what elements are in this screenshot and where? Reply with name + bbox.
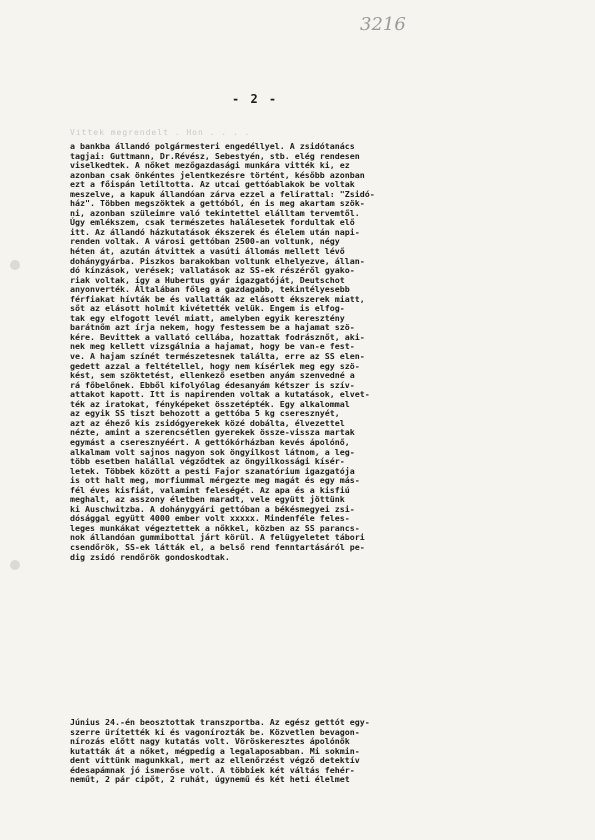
text-line: itt. Az állandó házkutatások ékszerek és élelem után napi- [70, 226, 360, 237]
text-line: egymást a cseresznyéért. A gettókórházban kevés ápolónő, [70, 436, 350, 447]
text-line: ve. A hajam színét természetesnek találta, erre az SS elen- [70, 351, 365, 362]
text-line: attakot kapott. Itt is napirenden voltak a kutatások, elvet- [70, 389, 370, 400]
text-line: több esetben halállal végződtek az öngyilkossági kísér- [70, 456, 345, 467]
punch-hole-mark [10, 560, 20, 570]
text-line: letek. Többek között a pesti Fajor szanatórium igazgatója [70, 465, 355, 476]
text-line: nok állandóan gummibottal járt körül. A felügyeletet tábori [70, 532, 365, 543]
text-line: kést, sem szöktetést, ellenkező esetben anyám szenvedné a [70, 370, 355, 381]
text-line: dohánygyárba. Piszkos barakokban voltunk elhelyezve, állan- [70, 255, 365, 266]
text-line: fél éves kisfiát, valamint feleségét. Az apa és a kisfiú [70, 484, 350, 495]
text-line: ték az iratokat, fényképeket összetépték. Egy alkalommal [70, 398, 350, 409]
text-line: szerre ürítették ki és vagonírozták be. Közvetlen bevagon- [70, 726, 360, 737]
text-line: dig zsidó rendőrök gondoskodtak. [70, 551, 230, 562]
text-line: alkalmam volt sajnos nagyon sok öngyilkost látnom, a leg- [70, 446, 355, 457]
paragraph-2 [70, 718, 540, 785]
text-line: tagjai: Guttmann, Dr.Révész, Sebestyén, stb. elég rendesen [70, 150, 360, 161]
text-line: dó kínzások, verések; vallatások az SS-ek részéről gyako- [70, 265, 355, 276]
text-line: a bankba állandó polgármesteri engedéllyel. A zsidótanács [70, 141, 355, 151]
text-line: Úgy emlékszem, csak természetes halálesetek fordultak elő [70, 217, 355, 228]
text-line: meghalt, az asszony életben maradt, vele együtt jöttünk [70, 494, 345, 505]
text-line: neműt, 2 pár cipőt, 2 ruhát, úgynemű és két heti élelmet [70, 774, 350, 785]
text-line: viselkedtek. A nőket mezőgazdasági munkára vitték ki, ez [70, 160, 350, 171]
text-line: barátnőm azt írja nekem, hogy festessem be a hajamat szö- [70, 322, 355, 333]
text-line: ház". Többen megszöktek a gettóból, én is meg akartam szök- [70, 198, 365, 209]
text-line: héten át, azután átvittek a vasúti állomás mellett lévő [70, 246, 345, 257]
text-line: is ott halt meg, morfiummal mérgezte meg magát és egy más- [70, 475, 360, 486]
text-line: azt az éhező kis zsidógyerekek közé dobálta, élvezettel [70, 417, 345, 428]
text-line: renden voltak. A városi gettóban 2500-an voltunk, négy [70, 236, 340, 247]
text-line: rá főbelőnek. Ebből kifolyólag édesanyám kétszer is szív- [70, 379, 355, 390]
text-line: kutatták át a nőket, mégpedig a legalaposabban. Mi sokmin- [70, 745, 360, 756]
text-line: ki Auschwitzba. A dohánygyári gettóban a békésmegyei zsi- [70, 503, 355, 514]
page-number: - 2 - [232, 92, 279, 106]
text-line: csendőrök, SS-ek látták el, a belső rend fenntartásáról pe- [70, 541, 365, 552]
text-line: férfiakat hívták be és vallatták az elásott ékszerek miatt, [70, 293, 365, 304]
text-line: Június 24.-én beosztottak transzportba. Az egész gettót egy- [70, 717, 370, 727]
handwritten-page-note: 3216 [360, 14, 406, 35]
text-line: gedett azzal a feltétellel, hogy nem kísérlek meg egy szö- [70, 360, 360, 371]
text-line: az egyik SS tiszt behozott a gettóba 5 kg cseresznyét, [70, 408, 340, 419]
text-line: azonban csak önkéntes jelentkezésre történt, később azonban [70, 169, 365, 180]
text-line: dent vittünk magunkkal, mert az ellenőrzést végző detektív [70, 755, 360, 766]
text-line: ni, azonban szüleimre való tekintettel elálltam tervemtől. [70, 207, 360, 218]
text-line: kére. Bevittek a vallató cellába, hozattak fodrásznőt, aki- [70, 331, 365, 342]
punch-hole-mark [10, 260, 20, 270]
text-line: dósággal együtt 4000 ember volt xxxxx. Mindenféle feles- [70, 513, 350, 524]
paragraph-1 [70, 142, 540, 562]
text-line: meszelve, a kapuk állandóan zárva ezzel a felirattal: "Zsidó- [70, 188, 375, 199]
text-line: nézte, amint a szerencsétlen gyerekek össze-vissza martak [70, 427, 355, 438]
text-line: nírozás előtt nagy kutatás volt. Vöröskeresztes ápolónők [70, 736, 350, 747]
text-line: tak egy elfogott levél miatt, amelyben egyik keresztény [70, 312, 345, 323]
text-line: sőt az elásott holmit kivétették velük. Engem is elfog- [70, 303, 345, 314]
text-line: nek meg kellett vizsgálnia a hajamat, hogy be van-e fest- [70, 341, 355, 352]
text-line: anyonverték. Általában főleg a gazdagabb, tekintélyesebb [70, 284, 350, 295]
faint-header-line: Vittek megrendelt . Hon . . . . [70, 128, 251, 137]
text-line: riak voltak, így a Hubertus gyár igazgatóját, Deutschot [70, 274, 345, 285]
text-line: ezt a főispán letiltotta. Az utcai gettóablakok be voltak [70, 179, 355, 190]
text-line: leges munkákat végeztettek a nőkkel, közben az SS parancs- [70, 522, 360, 533]
text-line: édesapámnak jó ismerőse volt. A többiek két váltás fehér- [70, 764, 355, 775]
